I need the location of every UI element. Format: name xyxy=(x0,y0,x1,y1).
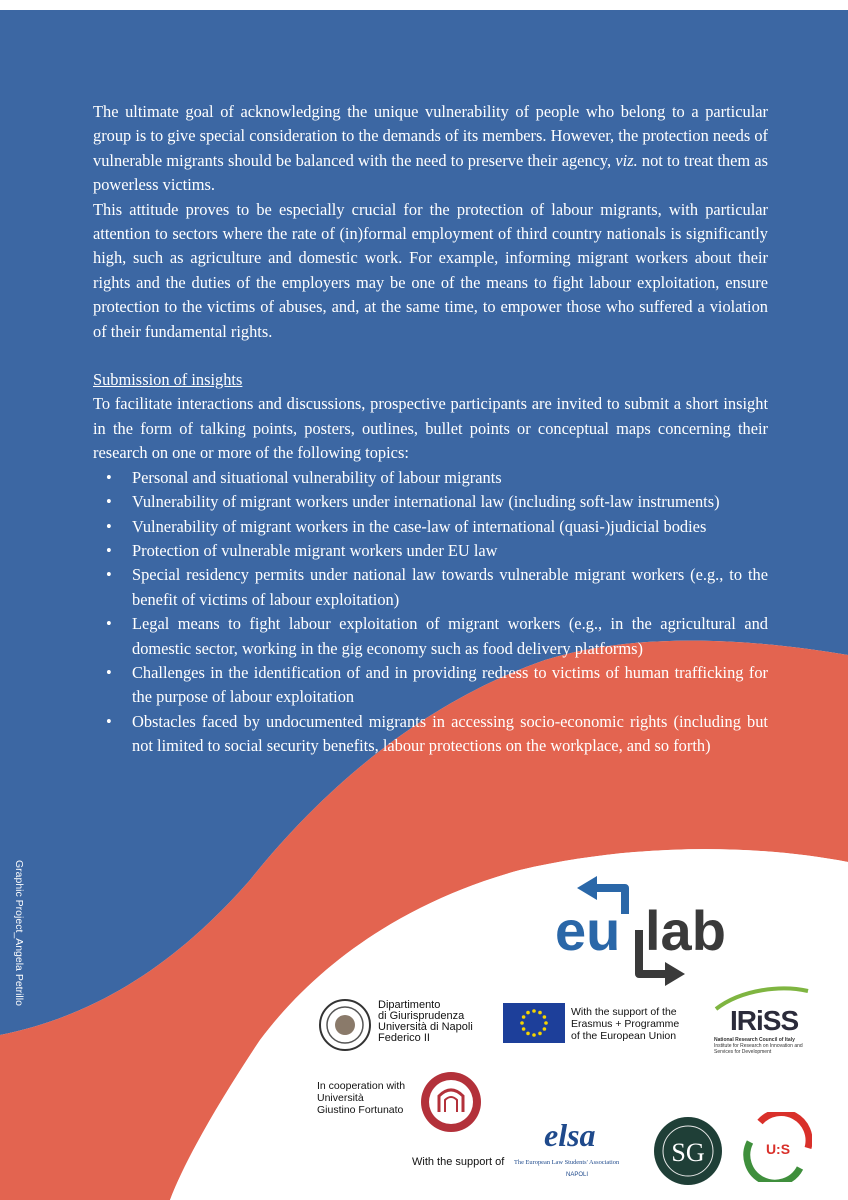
elsa-city: NAPOLI xyxy=(566,1172,589,1178)
sg-seal-logo xyxy=(652,1115,724,1187)
list-item: • Special residency permits under national law towards vulnerable migrant workers (e.g., to the benefit of victims of labour exploitation) xyxy=(93,563,768,612)
eu-flag-icon xyxy=(503,1003,565,1043)
paragraph-2: This attitude proves to be especially crucial for the protection of labour migrants, with particular attention to sectors where the rate of (in)formal employment of third country nationals is significantly high, such as agriculture and domestic work. For example, informing migrant workers about their rights and the duties of the employers may be one of the means to fight labour exploitation, ensure protection to the victims of abuses, and, at the same time, to empower those who suffered a violation of their fundamental rights. xyxy=(93,199,768,341)
eulab-text-eu: eu xyxy=(555,899,621,962)
list-item: • Legal means to fight labour exploitation of migrant workers (e.g., in the agricultural and domestic sector, working in the gig economy such as food delivery platforms) xyxy=(93,612,768,661)
eu-line-1: With the support of the xyxy=(571,1006,677,1018)
cooperation-block xyxy=(317,1080,497,1130)
us-logo xyxy=(740,1112,812,1182)
irss-sub-2: Institute for Research on Innovation and Services for Development xyxy=(714,1043,803,1055)
section-heading: Submission of insights xyxy=(93,370,243,390)
list-item: • Vulnerability of migrant workers under international law (including soft-law instruments) xyxy=(93,490,768,514)
eulab-logo xyxy=(555,870,735,990)
list-item: • Personal and situational vulnerability of labour migrants xyxy=(93,466,768,490)
arrow-left-head xyxy=(577,876,597,900)
coop-line-2: Università xyxy=(317,1092,364,1104)
list-item: • Vulnerability of migrant workers in the case-law of international (quasi-)judicial bodies xyxy=(93,515,768,539)
dept-line-1: Dipartimento xyxy=(378,999,441,1011)
eu-line-2: Erasmus + Programme xyxy=(571,1018,680,1030)
main-text xyxy=(93,100,768,759)
coop-line-3: Giustino Fortunato xyxy=(317,1104,404,1116)
topics-list xyxy=(93,466,768,759)
eu-support-logo xyxy=(503,1003,703,1049)
eu-line-3: of the European Union xyxy=(571,1030,677,1042)
dept-line-4: Federico II xyxy=(378,1032,430,1044)
us-letters: U:S xyxy=(765,1141,791,1157)
dept-line-3: Università di Napoli xyxy=(378,1021,473,1033)
elsa-name: elsa xyxy=(544,1117,596,1153)
irss-sub-1: National Research Council of Italy xyxy=(714,1037,795,1043)
support-label: With the support of xyxy=(412,1156,505,1168)
elsa-logo xyxy=(514,1115,649,1185)
graphic-credit: Graphic Project_Angela Petrillo xyxy=(13,860,25,1006)
irss-logo xyxy=(712,985,810,1065)
arrow-right-head xyxy=(665,962,685,986)
elsa-subtitle: The European Law Students' Association xyxy=(514,1159,620,1166)
paragraph-1: The ultimate goal of acknowledging the unique vulnerability of people who belong to a particular group is to give special consideration to the demands of its members. However, the protection needs of vulnerable migrants should be balanced with the need to preserve their agency, viz. not to treat them as powerless victims. xyxy=(93,102,768,195)
dept-line-2: di Giurisprudenza xyxy=(378,1010,465,1022)
list-item: • Challenges in the identification of and in providing redress to victims of human trafficking for the purpose of labour exploitation xyxy=(93,661,768,710)
irss-name: IRiSS xyxy=(730,1005,799,1036)
eulab-text-lab: lab xyxy=(645,899,726,962)
paragraph-3: To facilitate interactions and discussions, prospective participants are invited to submit a short insight in the form of talking points, posters, outlines, bullet points or conceptual maps concerning their research on one or more of the following topics: xyxy=(93,394,768,463)
giustino-fortunato-seal-icon xyxy=(419,1070,483,1134)
coop-line-1: In cooperation with xyxy=(317,1080,406,1092)
list-item: • Obstacles faced by undocumented migrants in accessing socio-economic rights (including but not limited to social security benefits, labour protections on the workplace, and so forth) xyxy=(93,710,768,759)
sg-letters: SG xyxy=(671,1138,705,1167)
university-seal-icon xyxy=(318,998,372,1052)
department-logo xyxy=(318,998,488,1054)
list-item: • Protection of vulnerable migrant workers under EU law xyxy=(93,539,768,563)
